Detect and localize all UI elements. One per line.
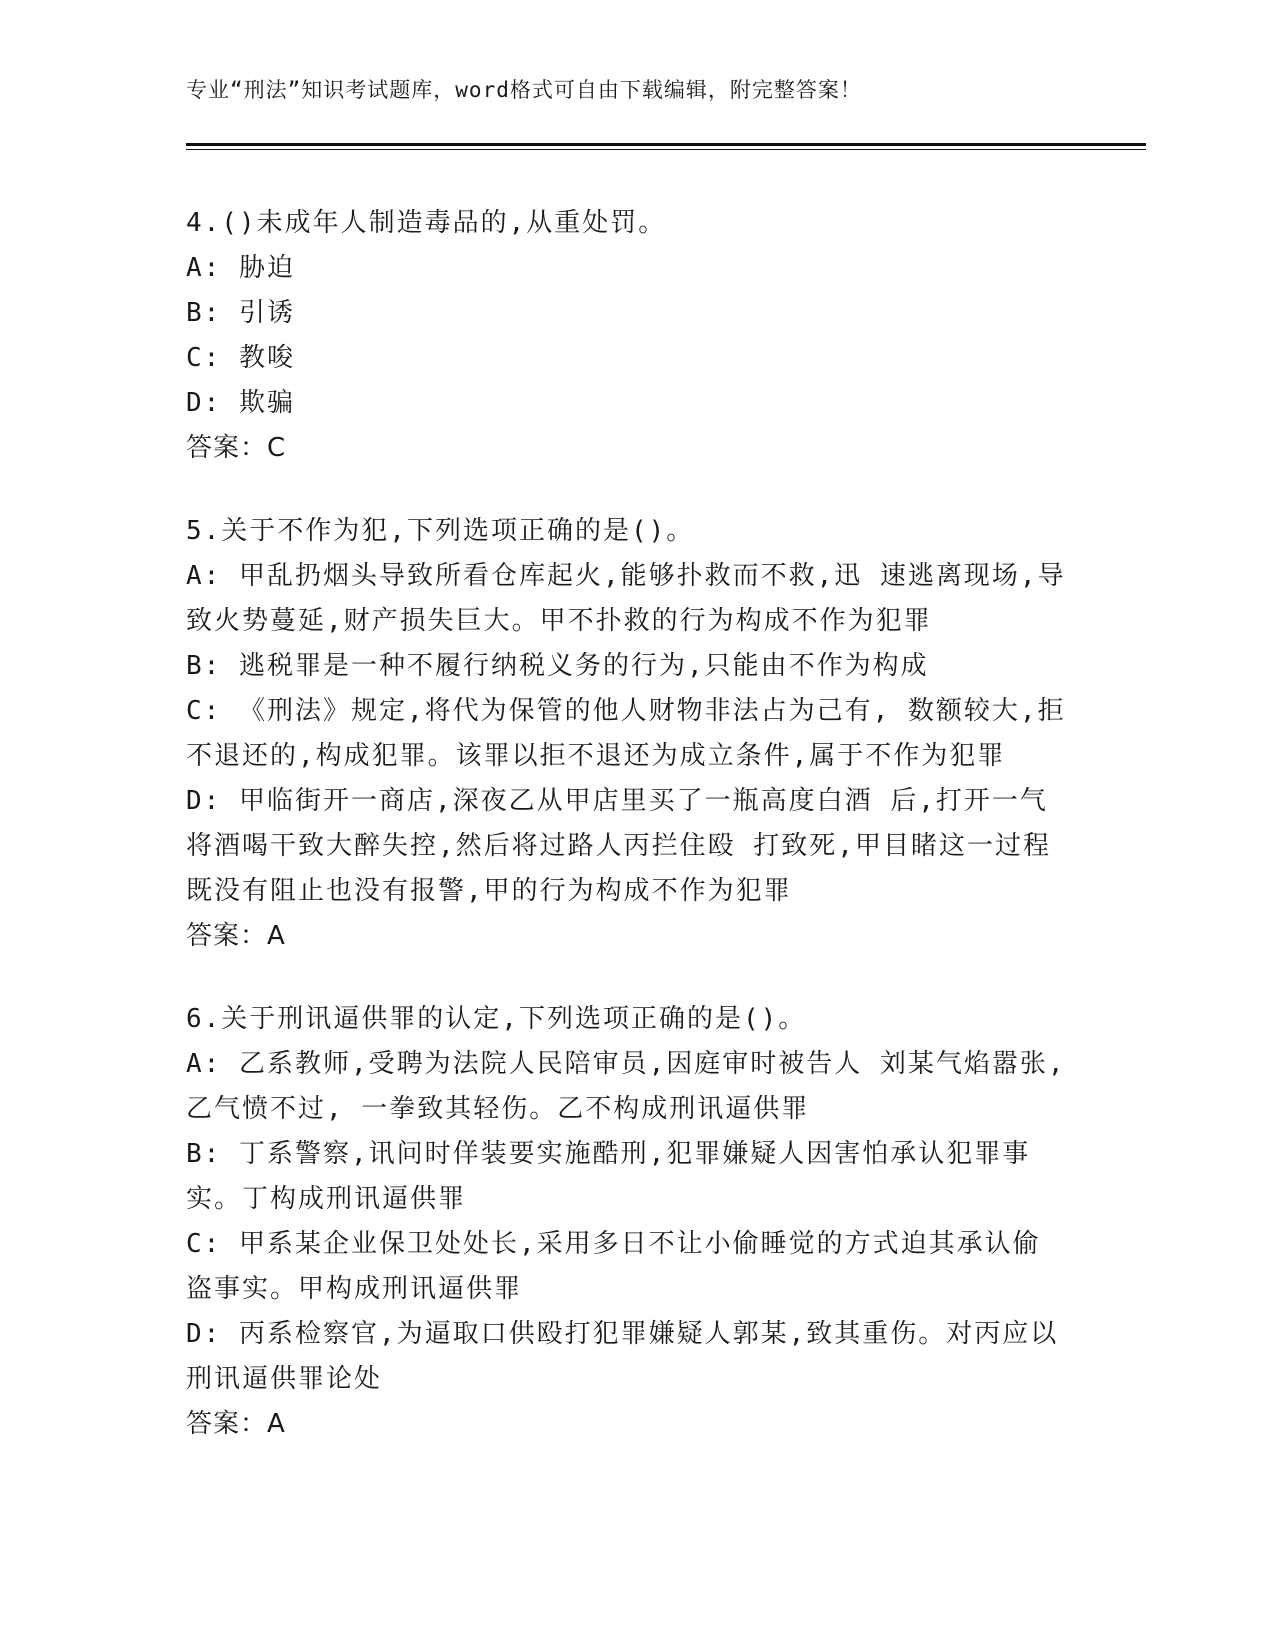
option-b: B: 引诱 (186, 298, 295, 328)
question-list (186, 201, 1066, 1485)
option-d: D: 甲临街开一商店,深夜乙从甲店里买了一瓶高度白酒 后,打开一气将酒喝干致大醉失控,然后将过路人丙拦住殴 打致死,甲目睹这一过程既没有阻止也没有报警,甲的行为构成不作为犯罪 (186, 786, 1051, 906)
option-c: C: 甲系某企业保卫处处长,采用多日不让小偷睡觉的方式迫其承认偷盗事实。甲构成刑讯逼供罪 (186, 1229, 1041, 1304)
answer-line: 答案：C (186, 433, 287, 463)
header-divider-thin (186, 149, 1146, 150)
option-c: C: 教唆 (186, 343, 295, 373)
option-b: B: 逃税罪是一种不履行纳税义务的行为,只能由不作为构成 (186, 651, 929, 681)
page-header-text: 专业“刑法”知识考试题库，word格式可自由下载编辑，附完整答案！ (186, 78, 862, 102)
header-divider-thick (186, 143, 1146, 146)
option-d: D: 丙系检察官,为逼取口供殴打犯罪嫌疑人郭某,致其重伤。对丙应以刑讯逼供罪论处 (186, 1319, 1059, 1394)
answer-line: 答案：A (186, 1409, 286, 1439)
option-a: A: 乙系教师,受聘为法院人民陪审员,因庭审时被告人 刘某气焰嚣张,乙气愤不过, 一拳致其轻伤。乙不构成刑讯逼供罪 (186, 1049, 1066, 1124)
question-stem: 6.关于刑讯逼供罪的认定,下列选项正确的是()。 (186, 1004, 807, 1034)
question-stem: 5.关于不作为犯,下列选项正确的是()。 (186, 516, 695, 546)
option-b: B: 丁系警察,讯问时佯装要实施酷刑,犯罪嫌疑人因害怕承认犯罪事实。丁构成刑讯逼供罪 (186, 1139, 1031, 1214)
question-4 (186, 201, 1066, 471)
option-a: A: 甲乱扔烟头导致所看仓库起火,能够扑救而不救,迅 速逃离现场,导致火势蔓延,财产损失巨大。甲不扑救的行为构成不作为犯罪 (186, 561, 1066, 636)
option-d: D: 欺骗 (186, 388, 295, 418)
question-6 (186, 997, 1066, 1447)
question-5 (186, 509, 1066, 959)
option-c: C: 《刑法》规定,将代为保管的他人财物非法占为己有, 数额较大,拒不退还的,构成犯罪。该罪以拒不退还为成立条件,属于不作为犯罪 (186, 696, 1066, 771)
answer-line: 答案：A (186, 921, 286, 951)
option-a: A: 胁迫 (186, 253, 295, 283)
question-stem: 4.()未成年人制造毒品的,从重处罚。 (186, 208, 667, 238)
